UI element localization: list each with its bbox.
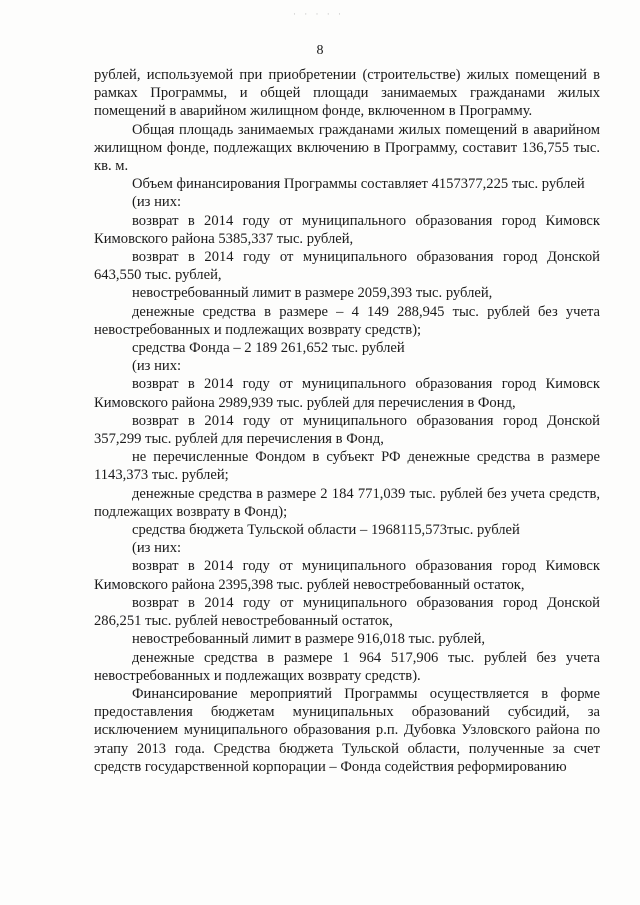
paragraph: рублей, используемой при приобретении (строительстве) жилых помещений в рамках Программы, и общей площади занимаемых гражданами жилых помещений в аварийном жилищном фонде, включенном в Программу. <box>94 67 600 120</box>
paragraph: Общая площадь занимаемых гражданами жилых помещений в аварийном жилищном фонде, подлежащих включению в Программу, составит 136,755 тыс. кв. м. <box>94 121 600 175</box>
paragraph: возврат в 2014 году от муниципального образования город Донской 357,299 тыс. рублей для перечисления в Фонд, <box>94 412 600 448</box>
paragraph: денежные средства в размере 1 964 517,906 тыс. рублей без учета невостребованных и подлежащих возврату средств). <box>94 649 600 684</box>
scan-artifact: · · · · · <box>293 9 344 19</box>
paragraph: денежные средства в размере 2 184 771,039 тыс. рублей без учета средств, подлежащих возврату в Фонд); <box>94 485 600 520</box>
paragraph: не перечисленные Фондом в субъект РФ денежные средства в размере 1143,373 тыс. рублей; <box>94 449 600 484</box>
paragraph: возврат в 2014 году от муниципального образования город Донской 643,550 тыс. рублей, <box>94 249 600 284</box>
paragraph: средства Фонда – 2 189 261,652 тыс. рублей <box>132 340 405 357</box>
paragraph: возврат в 2014 году от муниципального образования город Кимовск Кимовского района 2395,398 тыс. рублей невостребованный остаток, <box>94 558 600 593</box>
paragraph: невостребованный лимит в размере 916,018 тыс. рублей, <box>132 631 486 648</box>
page-number: 8 <box>316 43 324 58</box>
paragraph: возврат в 2014 году от муниципального образования город Донской 286,251 тыс. рублей невостребованный остаток, <box>94 594 600 630</box>
paragraph: (из них: <box>132 194 182 211</box>
paragraph: невостребованный лимит в размере 2059,393 тыс. рублей, <box>132 285 493 302</box>
paragraph: (из них: <box>132 540 182 557</box>
paragraph: Объем финансирования Программы составляет 4157377,225 тыс. рублей <box>132 176 585 193</box>
paragraph: средства бюджета Тульской области – 1968115,573тыс. рублей <box>132 522 520 539</box>
paragraph: (из них: <box>132 358 182 375</box>
paragraph: возврат в 2014 году от муниципального образования город Кимовск Кимовского района 2989,939 тыс. рублей для перечисления в Фонд, <box>94 376 600 411</box>
paragraph: денежные средства в размере – 4 149 288,945 тыс. рублей без учета невостребованных и подлежащих возврату средств); <box>94 303 600 338</box>
paragraph: Финансирование мероприятий Программы осуществляется в форме предоставления бюджетам муниципальных образований субсидий, за исключением муниципального образования р.п. Дубовка Узловского района по этапу 2013 года. Средства бюджета Тульской области, полученные за счет средств государственной корпорации – Фонда содействия реформированию <box>94 685 600 775</box>
document-body <box>94 66 600 776</box>
paragraph: возврат в 2014 году от муниципального образования город Кимовск Кимовского района 5385,337 тыс. рублей, <box>94 212 600 247</box>
